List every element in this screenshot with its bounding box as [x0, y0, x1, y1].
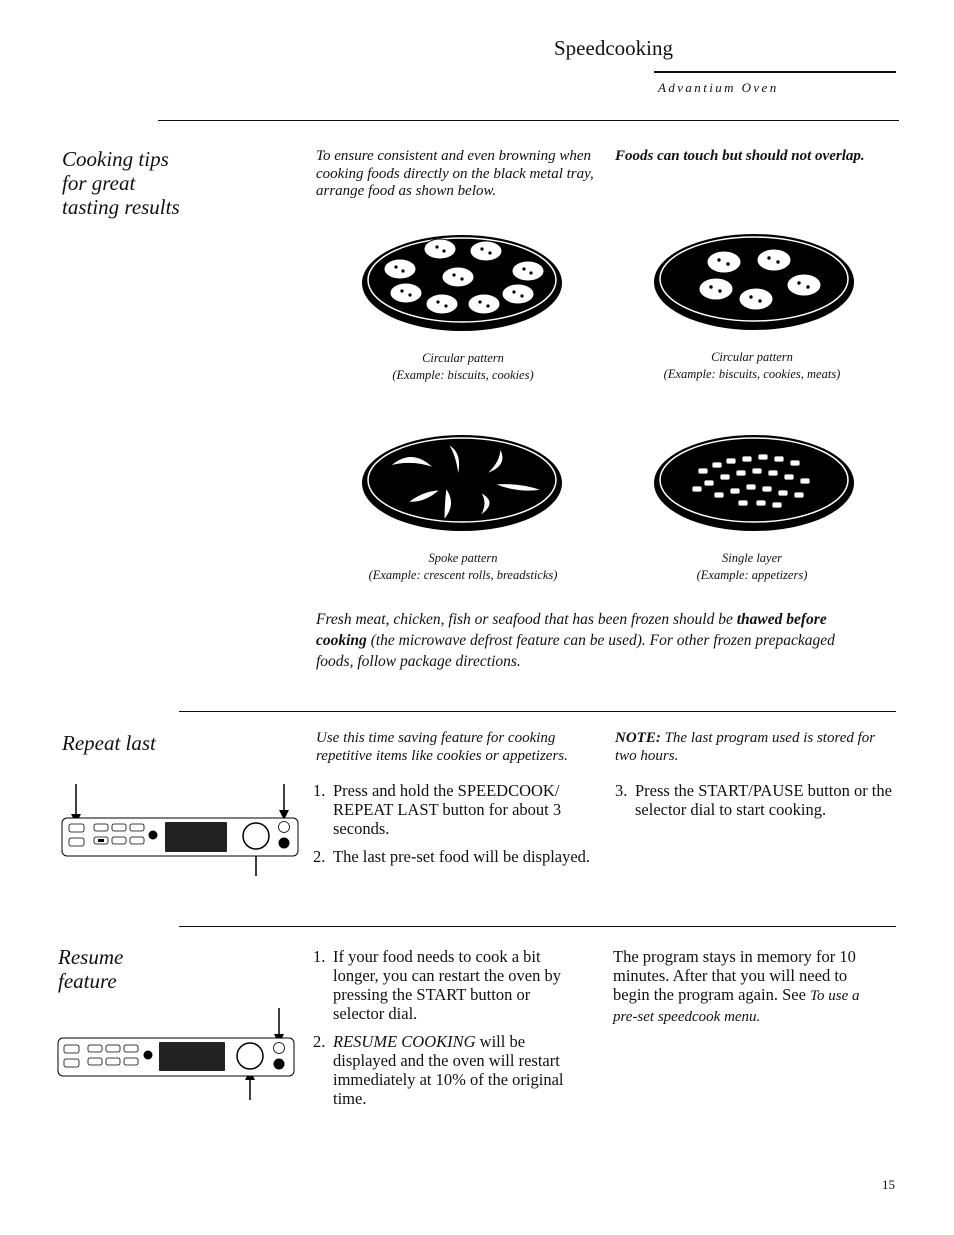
resume-feature-title: Resume feature	[58, 945, 124, 993]
resume-memory-note: The program stays in memory for 10 minutes. After that you will need to begin the program again. See To use a pre-set speedcook menu.	[613, 947, 860, 1025]
cooking-tips-intro: To ensure consistent and even browning when cooking foods directly on the black metal tray, arrange food as shown below.	[316, 148, 594, 199]
repeat-last-intro: Use this time saving feature for cooking repetitive items like cookies or appetizers.	[316, 730, 568, 764]
page-title: Speedcooking	[554, 36, 673, 60]
header-rule	[654, 71, 896, 73]
tray-circular-biscuits-illustration	[360, 232, 564, 334]
control-panel-illustration	[60, 784, 300, 876]
list-item: 1. Press and hold the SPEEDCOOK/ REPEAT LAST button for about 3 seconds.	[313, 781, 562, 838]
list-item: 3. Press the START/PAUSE button or the selector dial to start cooking.	[615, 781, 892, 819]
figure-caption: Spoke pattern (Example: crescent rolls, breadsticks)	[368, 551, 558, 582]
figure-caption: Circular pattern (Example: biscuits, cookies)	[392, 351, 534, 382]
figure-caption: Circular pattern (Example: biscuits, cookies, meats)	[663, 350, 841, 381]
resume-steps	[313, 947, 585, 1117]
tray-single-layer-illustration	[652, 432, 856, 534]
list-item: 1. If your food needs to cook a bit longer, you can restart the oven by pressing the START button or selector dial.	[313, 947, 561, 1023]
repeat-last-title: Repeat last	[62, 731, 156, 755]
list-item: 2. RESUME COOKING will be displayed and the oven will restart immediately at 10% of the original time.	[313, 1032, 564, 1108]
page-number: 15	[882, 1177, 895, 1192]
figure-caption: Single layer (Example: appetizers)	[696, 551, 808, 582]
tray-spoke-pattern-illustration	[360, 432, 564, 534]
page-subtitle: Advantium Oven	[658, 80, 779, 95]
control-panel-illustration	[56, 1008, 302, 1100]
list-item: 2. The last pre-set food will be displayed.	[313, 847, 591, 866]
repeat-last-steps	[313, 781, 598, 875]
cooking-tips-title: Cooking tips for great tasting results	[62, 147, 180, 219]
section-divider	[179, 926, 896, 927]
repeat-last-steps-continued	[615, 781, 905, 828]
tray-circular-meats-illustration	[652, 231, 856, 333]
section-divider	[179, 711, 896, 712]
cooking-tips-note: Foods can touch but should not overlap.	[615, 148, 865, 164]
section-divider	[158, 120, 899, 121]
repeat-last-note: NOTE: The last program used is stored for two hours.	[615, 730, 876, 764]
frozen-foods-paragraph: Fresh meat, chicken, fish or seafood that has been frozen should be thawed before cooking (the microwave defrost feature can be used). For other frozen prepackaged foods, follow package directions.	[316, 611, 835, 670]
